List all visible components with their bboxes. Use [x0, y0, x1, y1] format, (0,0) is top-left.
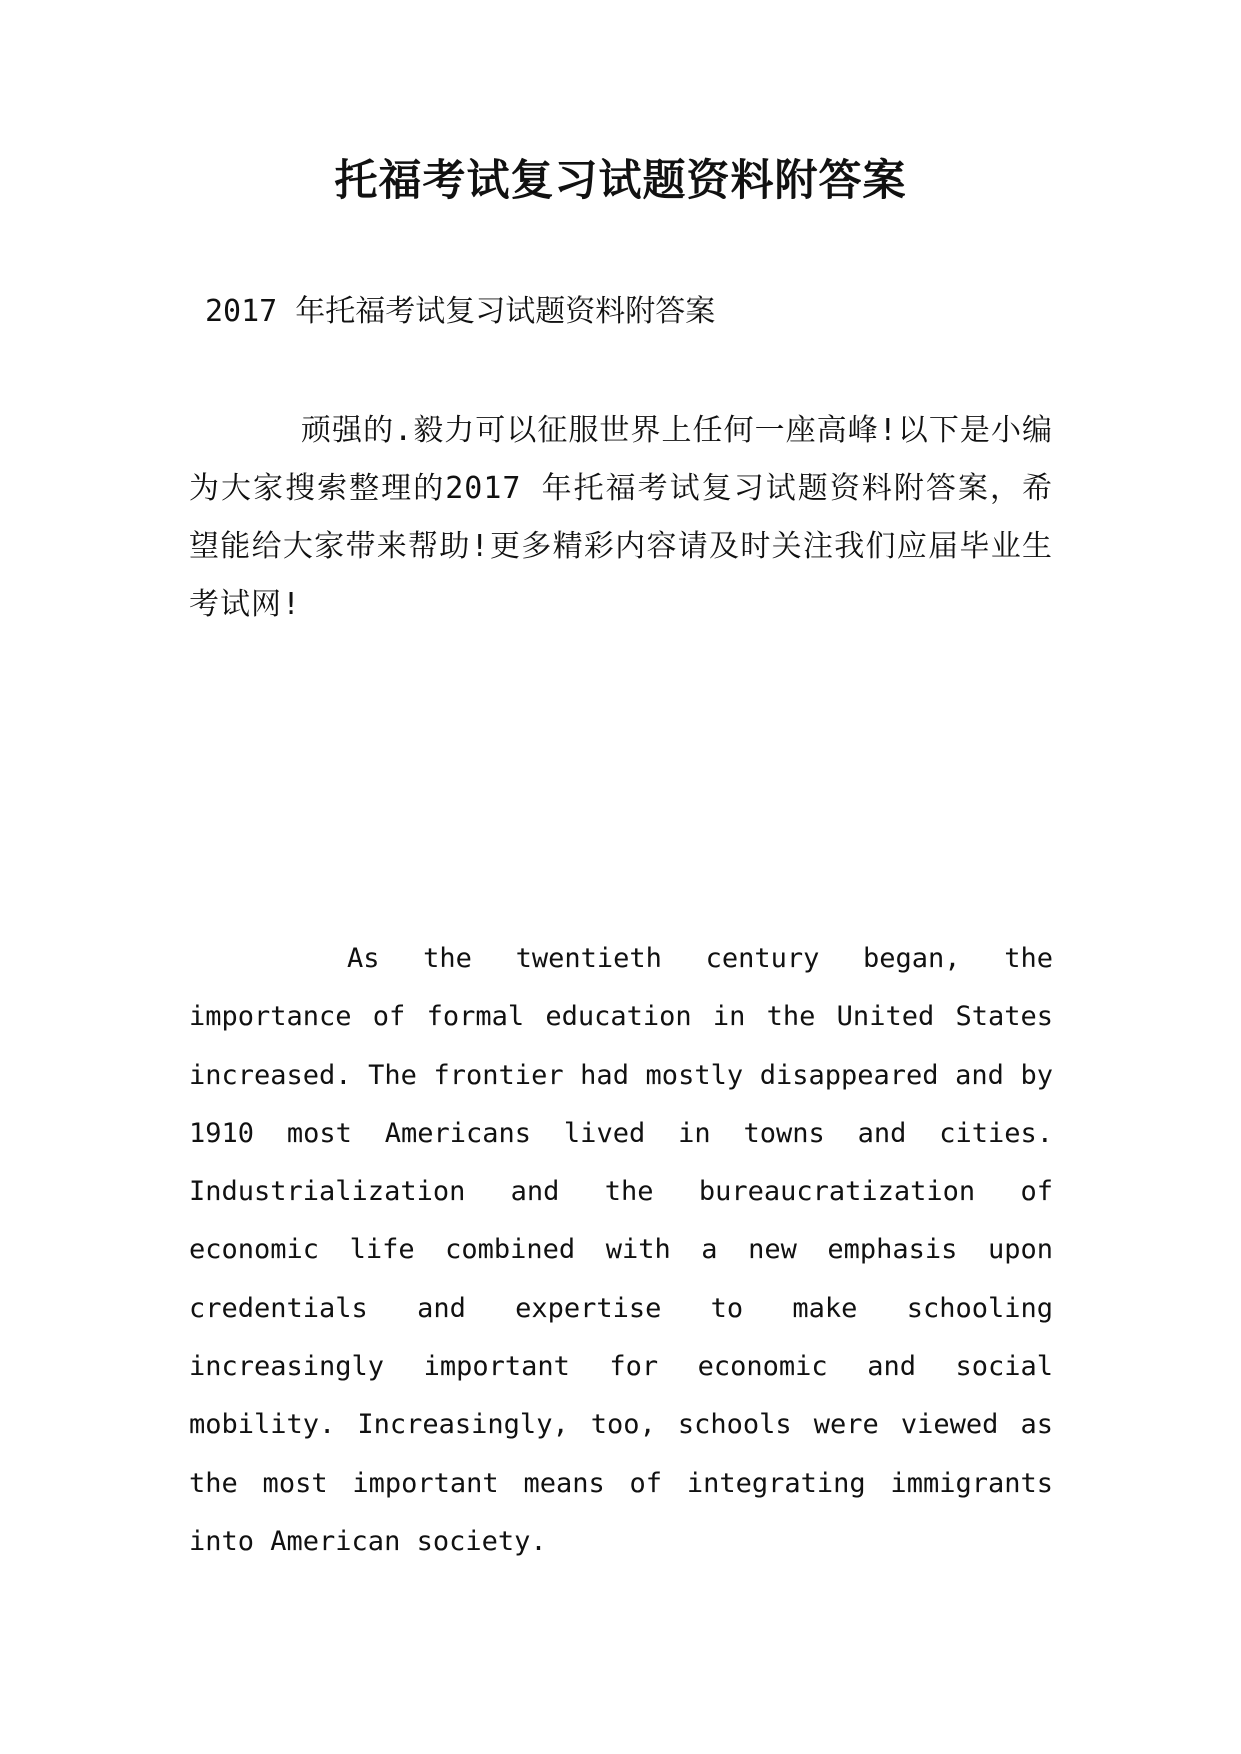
english-reading-paragraph: As the twentieth century began, the importance of formal education in the United States increased. The frontier had mostly disappeared and by 1910 most Americans lived in towns and cities. Industrialization and the bureaucratization of economic life combined with a new emphasis upon credentials and expertise to make schooling increasingly important for economic and social mobility. Increasingly, too, schools were viewed as the most important means of integrating immigrants into American society. [189, 943, 1053, 1557]
document-title: 托福考试复习试题资料附答案 [334, 156, 907, 206]
document-subtitle: 2017 年托福考试复习试题资料附答案 [205, 294, 716, 329]
intro-paragraph: 顽强的.毅力可以征服世界上任何一座高峰!以下是小编为大家搜索整理的2017 年托福考试复习试题资料附答案，希望能给大家带来帮助!更多精彩内容请及时关注我们应届毕业生考试网! [189, 413, 1053, 622]
